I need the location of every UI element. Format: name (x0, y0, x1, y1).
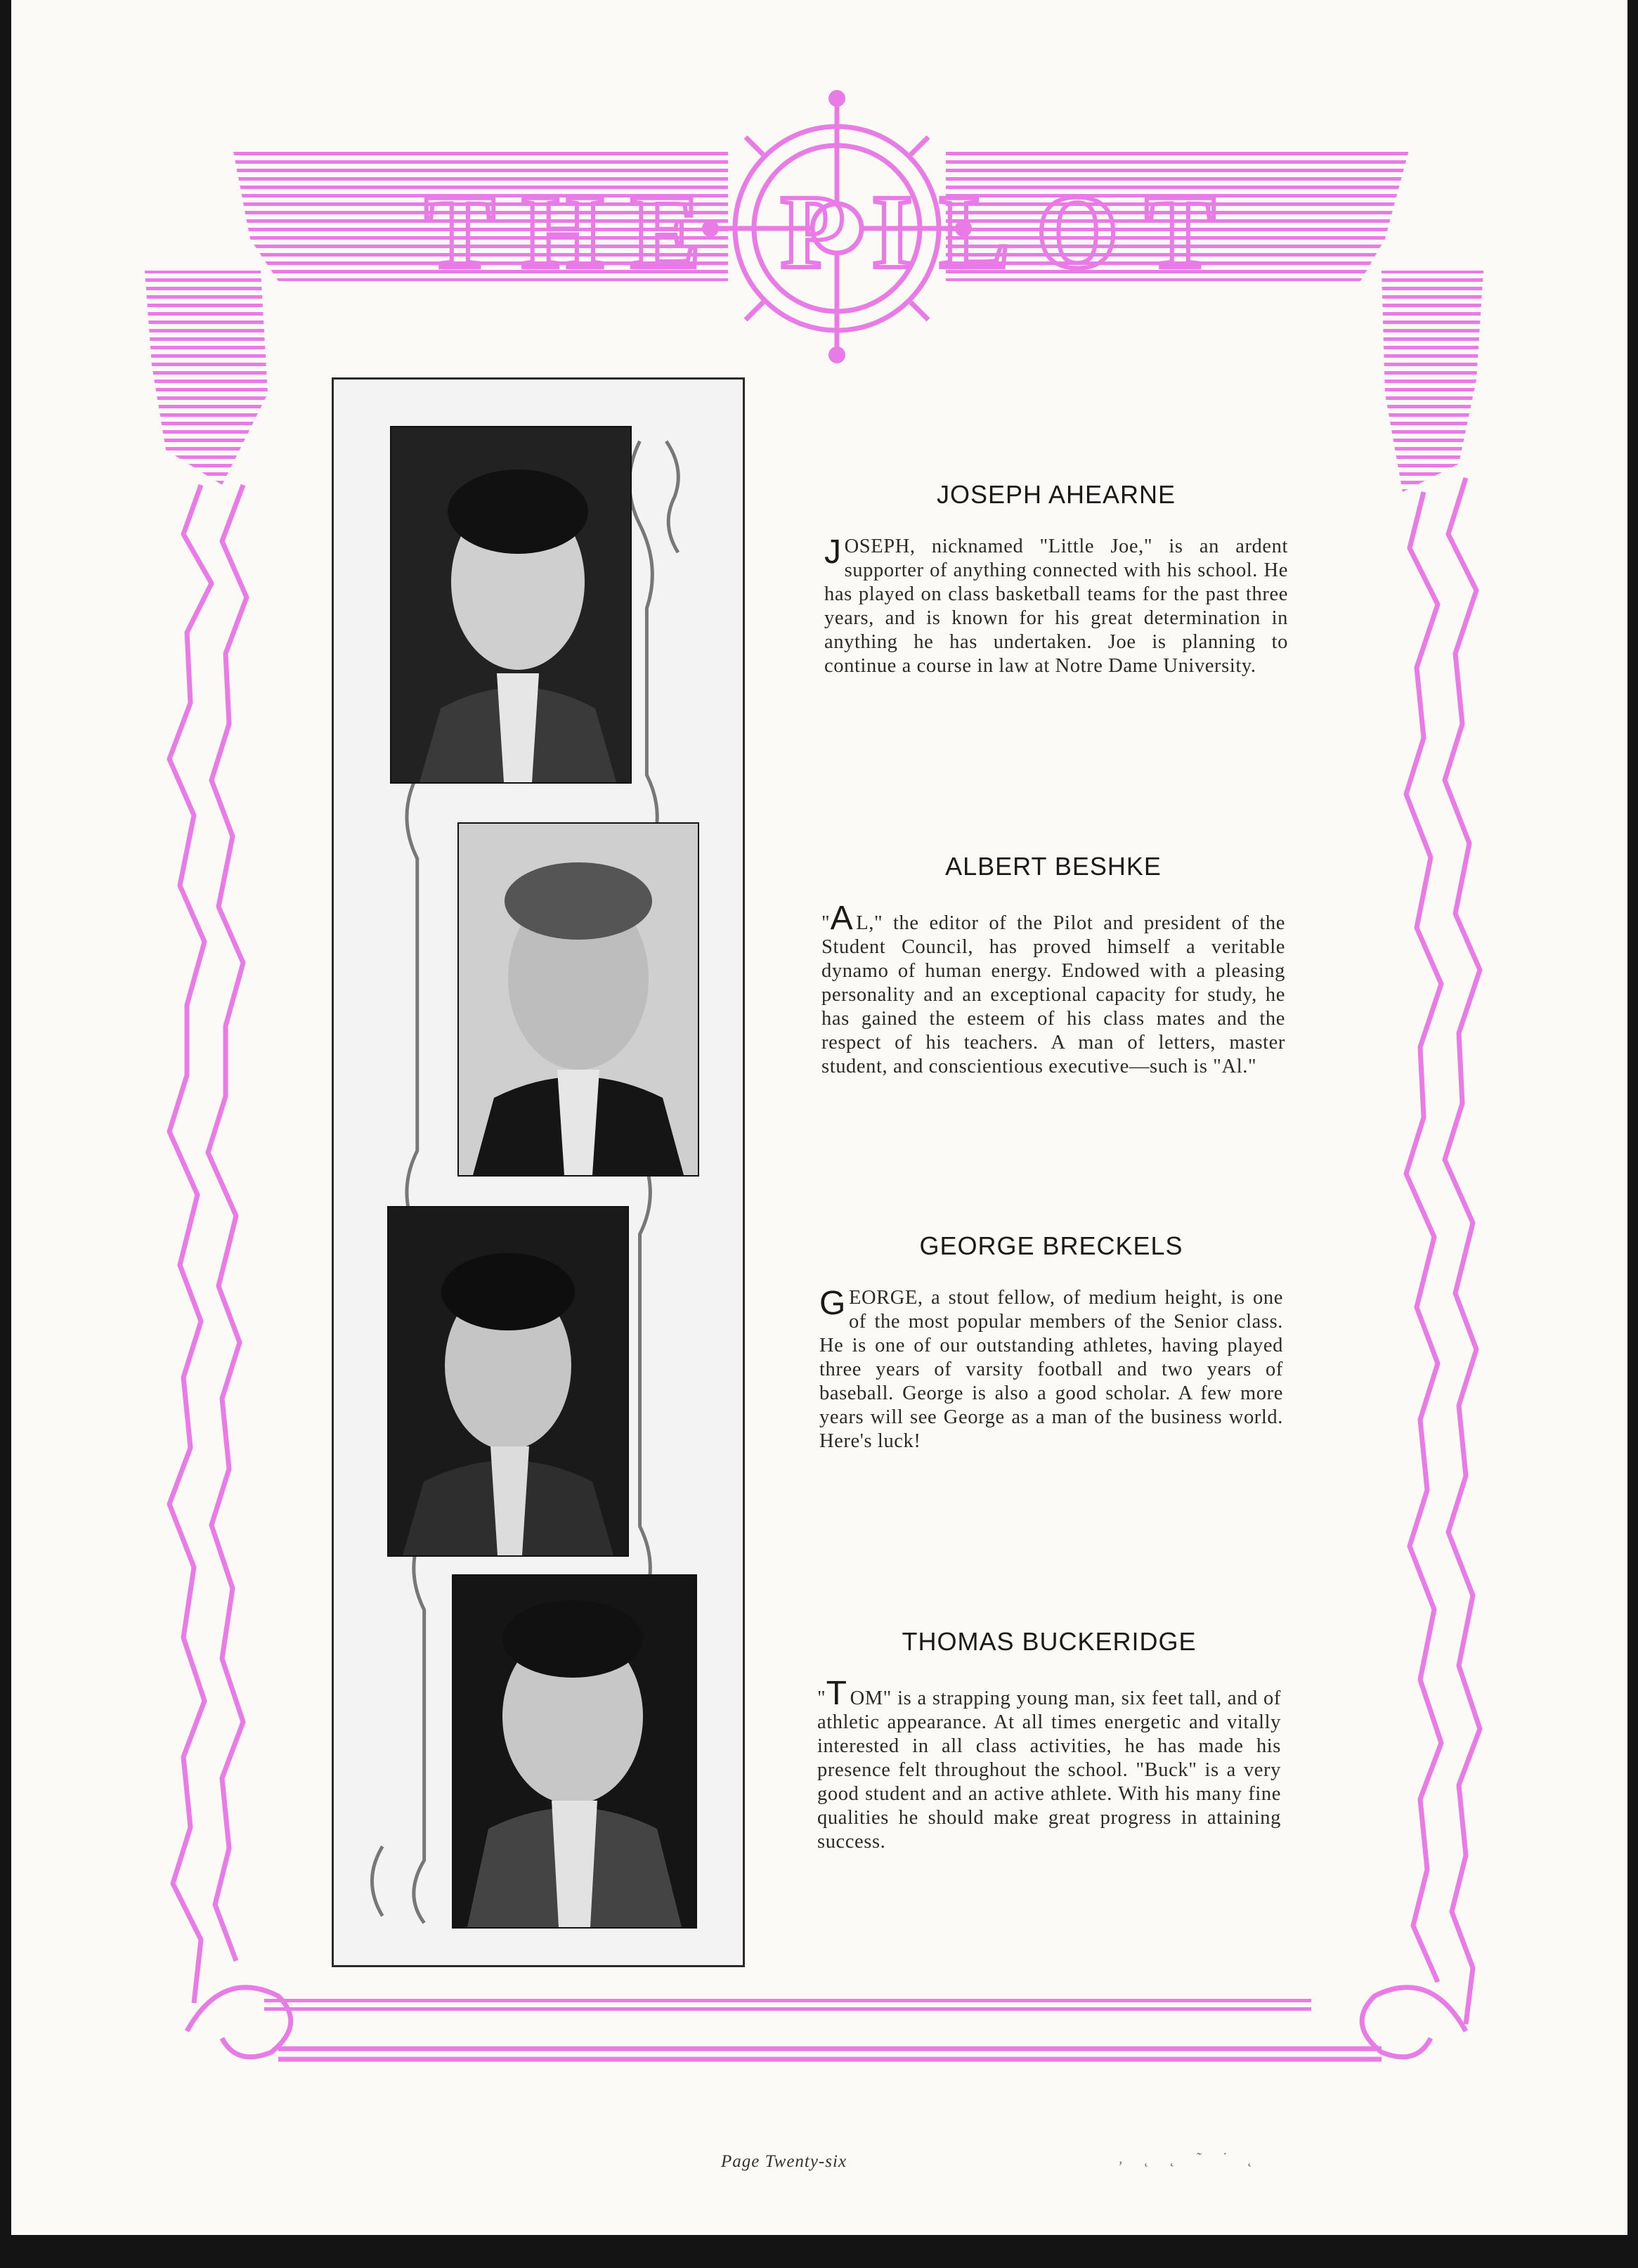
photo-panel (332, 377, 745, 1967)
masthead-title (405, 174, 1262, 290)
bio-opener: " (821, 912, 831, 934)
portrait-thomas-buckeridge (452, 1574, 697, 1929)
dropcap: J (824, 533, 842, 571)
bio-albert-beshke (821, 852, 1285, 1079)
portrait-albert-beshke (457, 822, 699, 1177)
bio-body: EORGE, a stout fellow, of medium height, is one of the most popular members of the Senior class. He is one of our outstanding athletes, having played three years of varsity football and two years of baseball. George is also a good scholar. A few more years will see George as a man of the business world. Here's luck! (819, 1287, 1283, 1452)
portrait-silhouette (389, 1207, 628, 1555)
bio-body: OM" is a strapping young man, six feet tall, and of athletic appearance. At all times energetic and vitally interested in all class activities, he has made his presence felt throughout the school. "Buck" is a very good student and an active athlete. With his many fine qualities he should make great progress in attaining success. (817, 1687, 1281, 1853)
bio-text (817, 1675, 1281, 1854)
bio-name: THOMAS BUCKERIDGE (902, 1627, 1197, 1656)
bio-name: ALBERT BESHKE (945, 852, 1162, 881)
portrait-silhouette (391, 427, 630, 782)
portrait-george-breckels (387, 1206, 629, 1557)
yearbook-page (11, 0, 1627, 2235)
masthead-title-text: THE PILOT (424, 174, 1242, 290)
bio-body: OSEPH, nicknamed "Little Joe," is an ardent supporter of anything connected with his school. He has played on class basketball teams for the past three years, and is known for his great determination in anything he has undertaken. Joe is planning to continue a course in law at Notre Dame University. (824, 536, 1288, 677)
dropcap: A (830, 900, 854, 937)
bio-name: JOSEPH AHEARNE (936, 480, 1176, 509)
pencil-marks: ‚ ˛ ˛ ˜ ˙ ˛ (1118, 2149, 1261, 2167)
bio-text (819, 1286, 1283, 1453)
portrait-silhouette (453, 1576, 696, 1927)
decorative-frame (11, 0, 1627, 2235)
bio-thomas-buckeridge (817, 1627, 1281, 1854)
dropcap: G (819, 1285, 846, 1322)
bio-text (821, 900, 1285, 1079)
portrait-joseph-ahearne (390, 426, 632, 784)
portrait-silhouette (459, 824, 698, 1175)
bio-body: L," the editor of the Pilot and president of the Student Council, has proved himself a veritable dynamo of human energy. Endowed with a pleasing personality and an exceptional capacity for study, he has gained the esteem of his class mates and the respect of his teachers. A man of letters, master student, and conscientious executive—such is "Al." (821, 912, 1285, 1077)
bio-joseph-ahearne (824, 480, 1288, 678)
bio-opener: " (817, 1687, 826, 1709)
page-number: Page Twenty-six (721, 2152, 847, 2171)
bio-text (824, 535, 1288, 678)
bio-george-breckels (819, 1231, 1283, 1453)
bio-name: GEORGE BRECKELS (919, 1231, 1183, 1260)
dropcap: T (826, 1675, 847, 1712)
